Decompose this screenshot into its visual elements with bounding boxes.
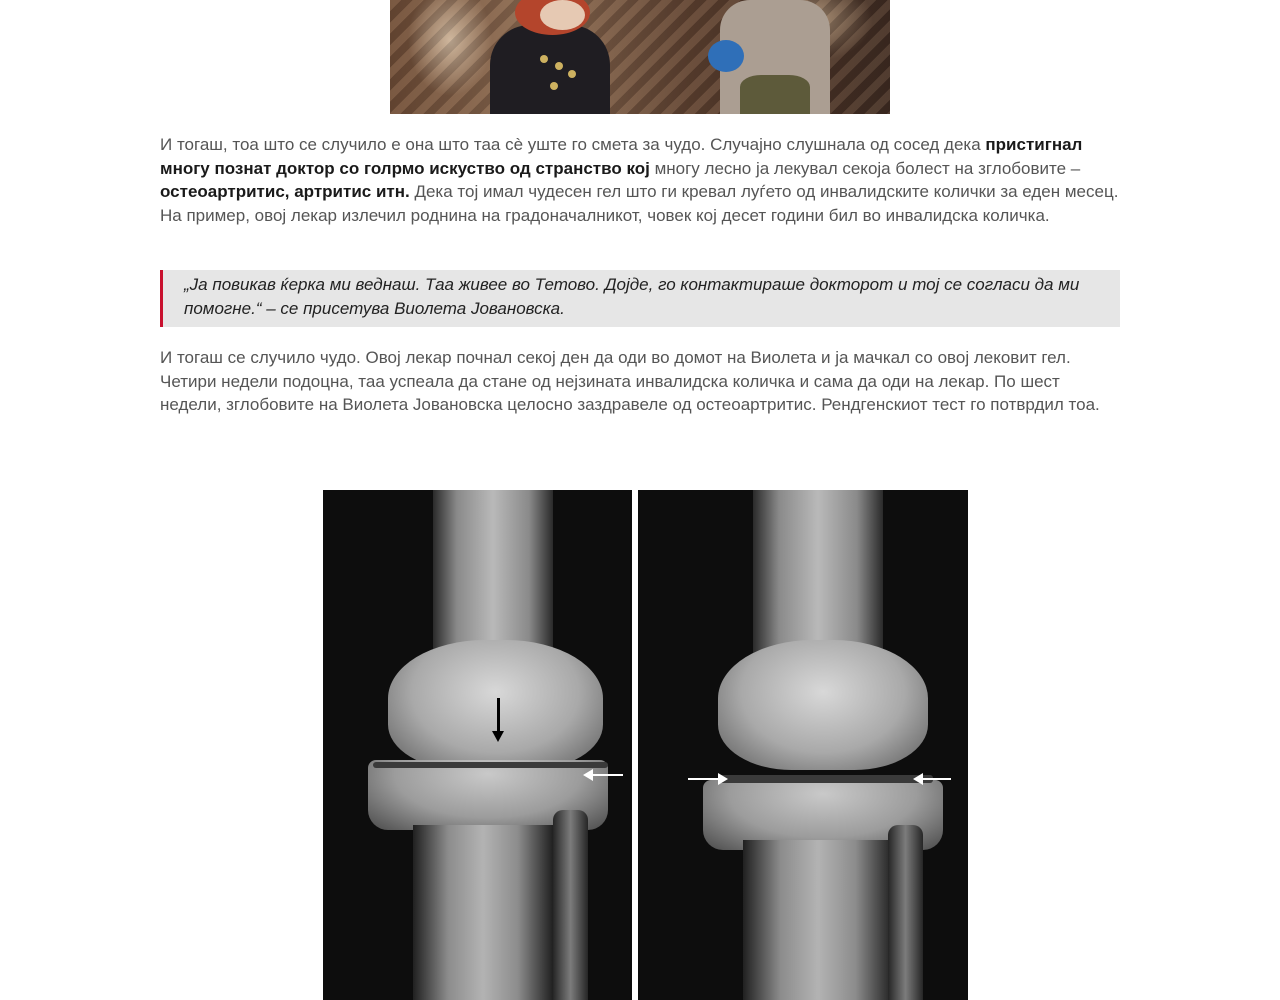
- xray-osteoarthritis-knee: [323, 490, 632, 1000]
- article-photo: [390, 0, 890, 114]
- arrow-down-icon: [497, 698, 500, 732]
- arrow-right-icon: [688, 778, 718, 780]
- bold-doctor-phrase: пристигнал многу познат доктор со голрмо искуство од странство кој: [160, 135, 1083, 178]
- paragraph-miracle: И тогаш се случило чудо. Овој лекар почнал секој ден да оди во домот на Виолета и ја мачкал со овој лековит гел. Четири недели подоцна, таа успеала да стане од нејзината инвалидска количка и сама да оди на лекар. По шест недели, зглобовите на Виолета Јовановска целосно заздравеле од остеоартритис. Рендгенскиот тест го потврдил тоа.: [160, 348, 1100, 414]
- bold-disease-phrase: остеоартритис, артритис итн.: [160, 182, 410, 201]
- blockquote: „Ја повикав ќерка ми веднаш. Таа живее во Тетово. Дојде, го контактираше докторот и тој се согласи да ми помогне.“ – се присетува Виолета Јовановска.: [160, 270, 1120, 327]
- knee-xray-comparison: [323, 490, 968, 1000]
- arrow-left-icon: [593, 774, 623, 776]
- arrow-left-icon: [923, 778, 951, 780]
- xray-healthy-knee: [638, 490, 968, 1000]
- paragraph-intro: И тогаш, тоа што се случило е она што таа сè уште го смета за чудо. Случајно слушнала од сосед дека пристигнал многу познат доктор со голрмо искуство од странство кој многу лесно ја лекувал секоја болест на зглобовите – остеоартритис, артритис итн. Дека тој имал чудесен гел што ги кревал луѓето од инвалидските колички за еден месец. На пример, овој лекар излечил роднина на градоначалникот, човек кој десет години бил во инвалидска количка.: [160, 135, 1119, 225]
